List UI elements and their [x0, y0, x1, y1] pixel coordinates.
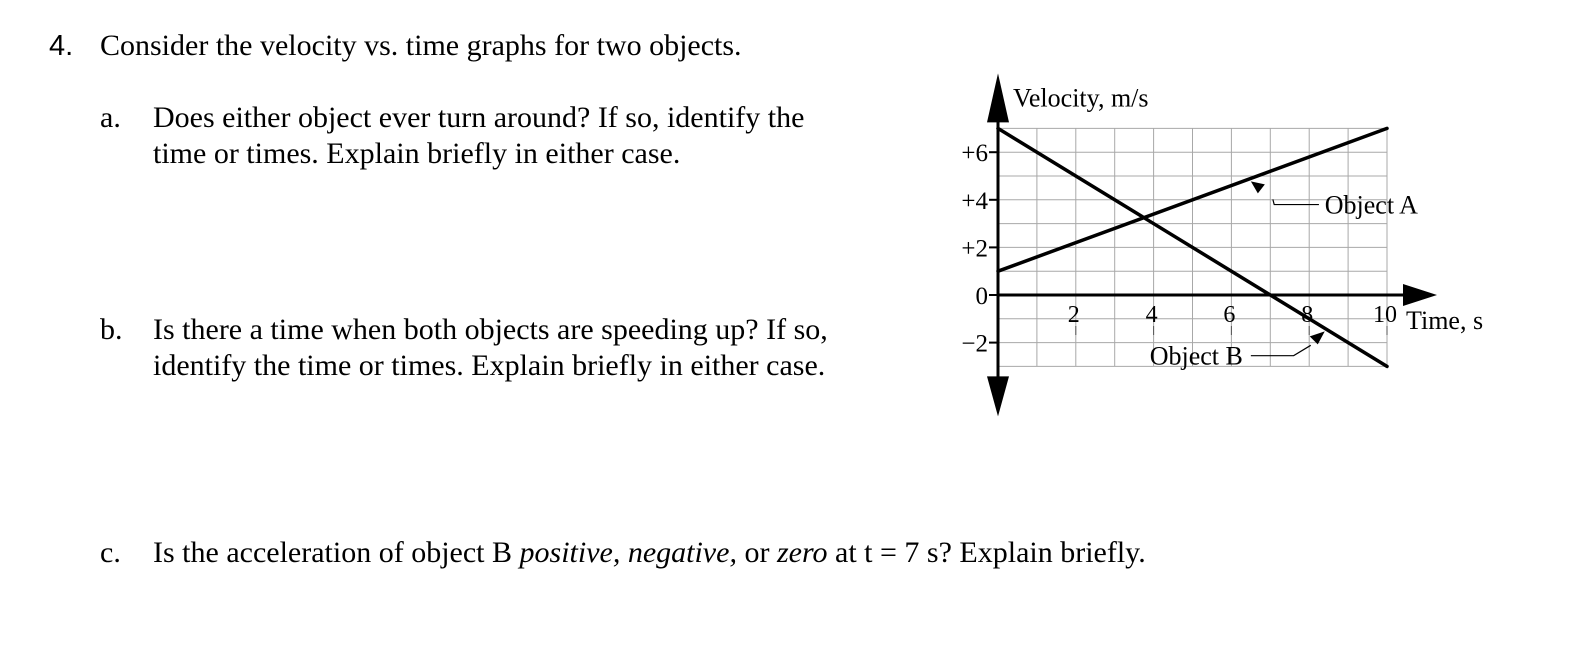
part-a-line-2: time or times. Explain briefly in either case. — [153, 137, 681, 170]
y-tick-label: −2 — [961, 330, 988, 358]
question-number: 4. — [49, 30, 74, 62]
object-b-leader — [1251, 345, 1311, 355]
part-b-letter: b. — [100, 313, 123, 346]
y-tick-label: 0 — [975, 283, 988, 310]
x-tick-label: 10 — [1373, 302, 1397, 328]
x-tick-label: 4 — [1145, 302, 1158, 328]
y-tick-label: +6 — [961, 140, 988, 168]
part-c-segment-1: Is the acceleration of object B — [153, 536, 520, 569]
y-axis-arrow-up — [987, 73, 1009, 122]
x-axis-title: Time, s — [1406, 306, 1484, 335]
part-b-line-1: Is there a time when both objects are speeding up? If so, — [153, 313, 828, 346]
part-c-segment-2: positive, negative, — [519, 536, 737, 569]
graph-labels — [961, 83, 1483, 370]
part-c-segment-4: zero — [776, 536, 828, 569]
part-a-line-1: Does either object ever turn around? If so, identify the — [153, 101, 805, 134]
y-axis-title: Velocity, m/s — [1013, 83, 1149, 113]
series-label-object-a: Object A — [1324, 190, 1418, 220]
x-axis-arrow — [1403, 284, 1437, 306]
object-a-arrowhead — [1251, 181, 1265, 193]
part-b-line-2: identify the time or times. Explain briefly in either case. — [153, 349, 826, 382]
x-tick-label: 8 — [1301, 302, 1314, 328]
part-c-segment-5: at t = 7 s? Explain briefly. — [827, 536, 1146, 569]
part-c-segment-3: or — [736, 536, 777, 569]
x-tick-label: 6 — [1223, 302, 1236, 328]
x-tick-label: 2 — [1067, 302, 1080, 328]
y-tick-label: +4 — [961, 187, 988, 215]
part-c-letter: c. — [100, 536, 121, 569]
part-a-letter: a. — [100, 101, 121, 134]
y-tick-label: +2 — [961, 235, 988, 263]
question-stem: Consider the velocity vs. time graphs for two objects. — [100, 29, 742, 62]
y-axis-arrow-down — [987, 376, 1009, 416]
series-label-object-b: Object B — [1149, 341, 1243, 371]
